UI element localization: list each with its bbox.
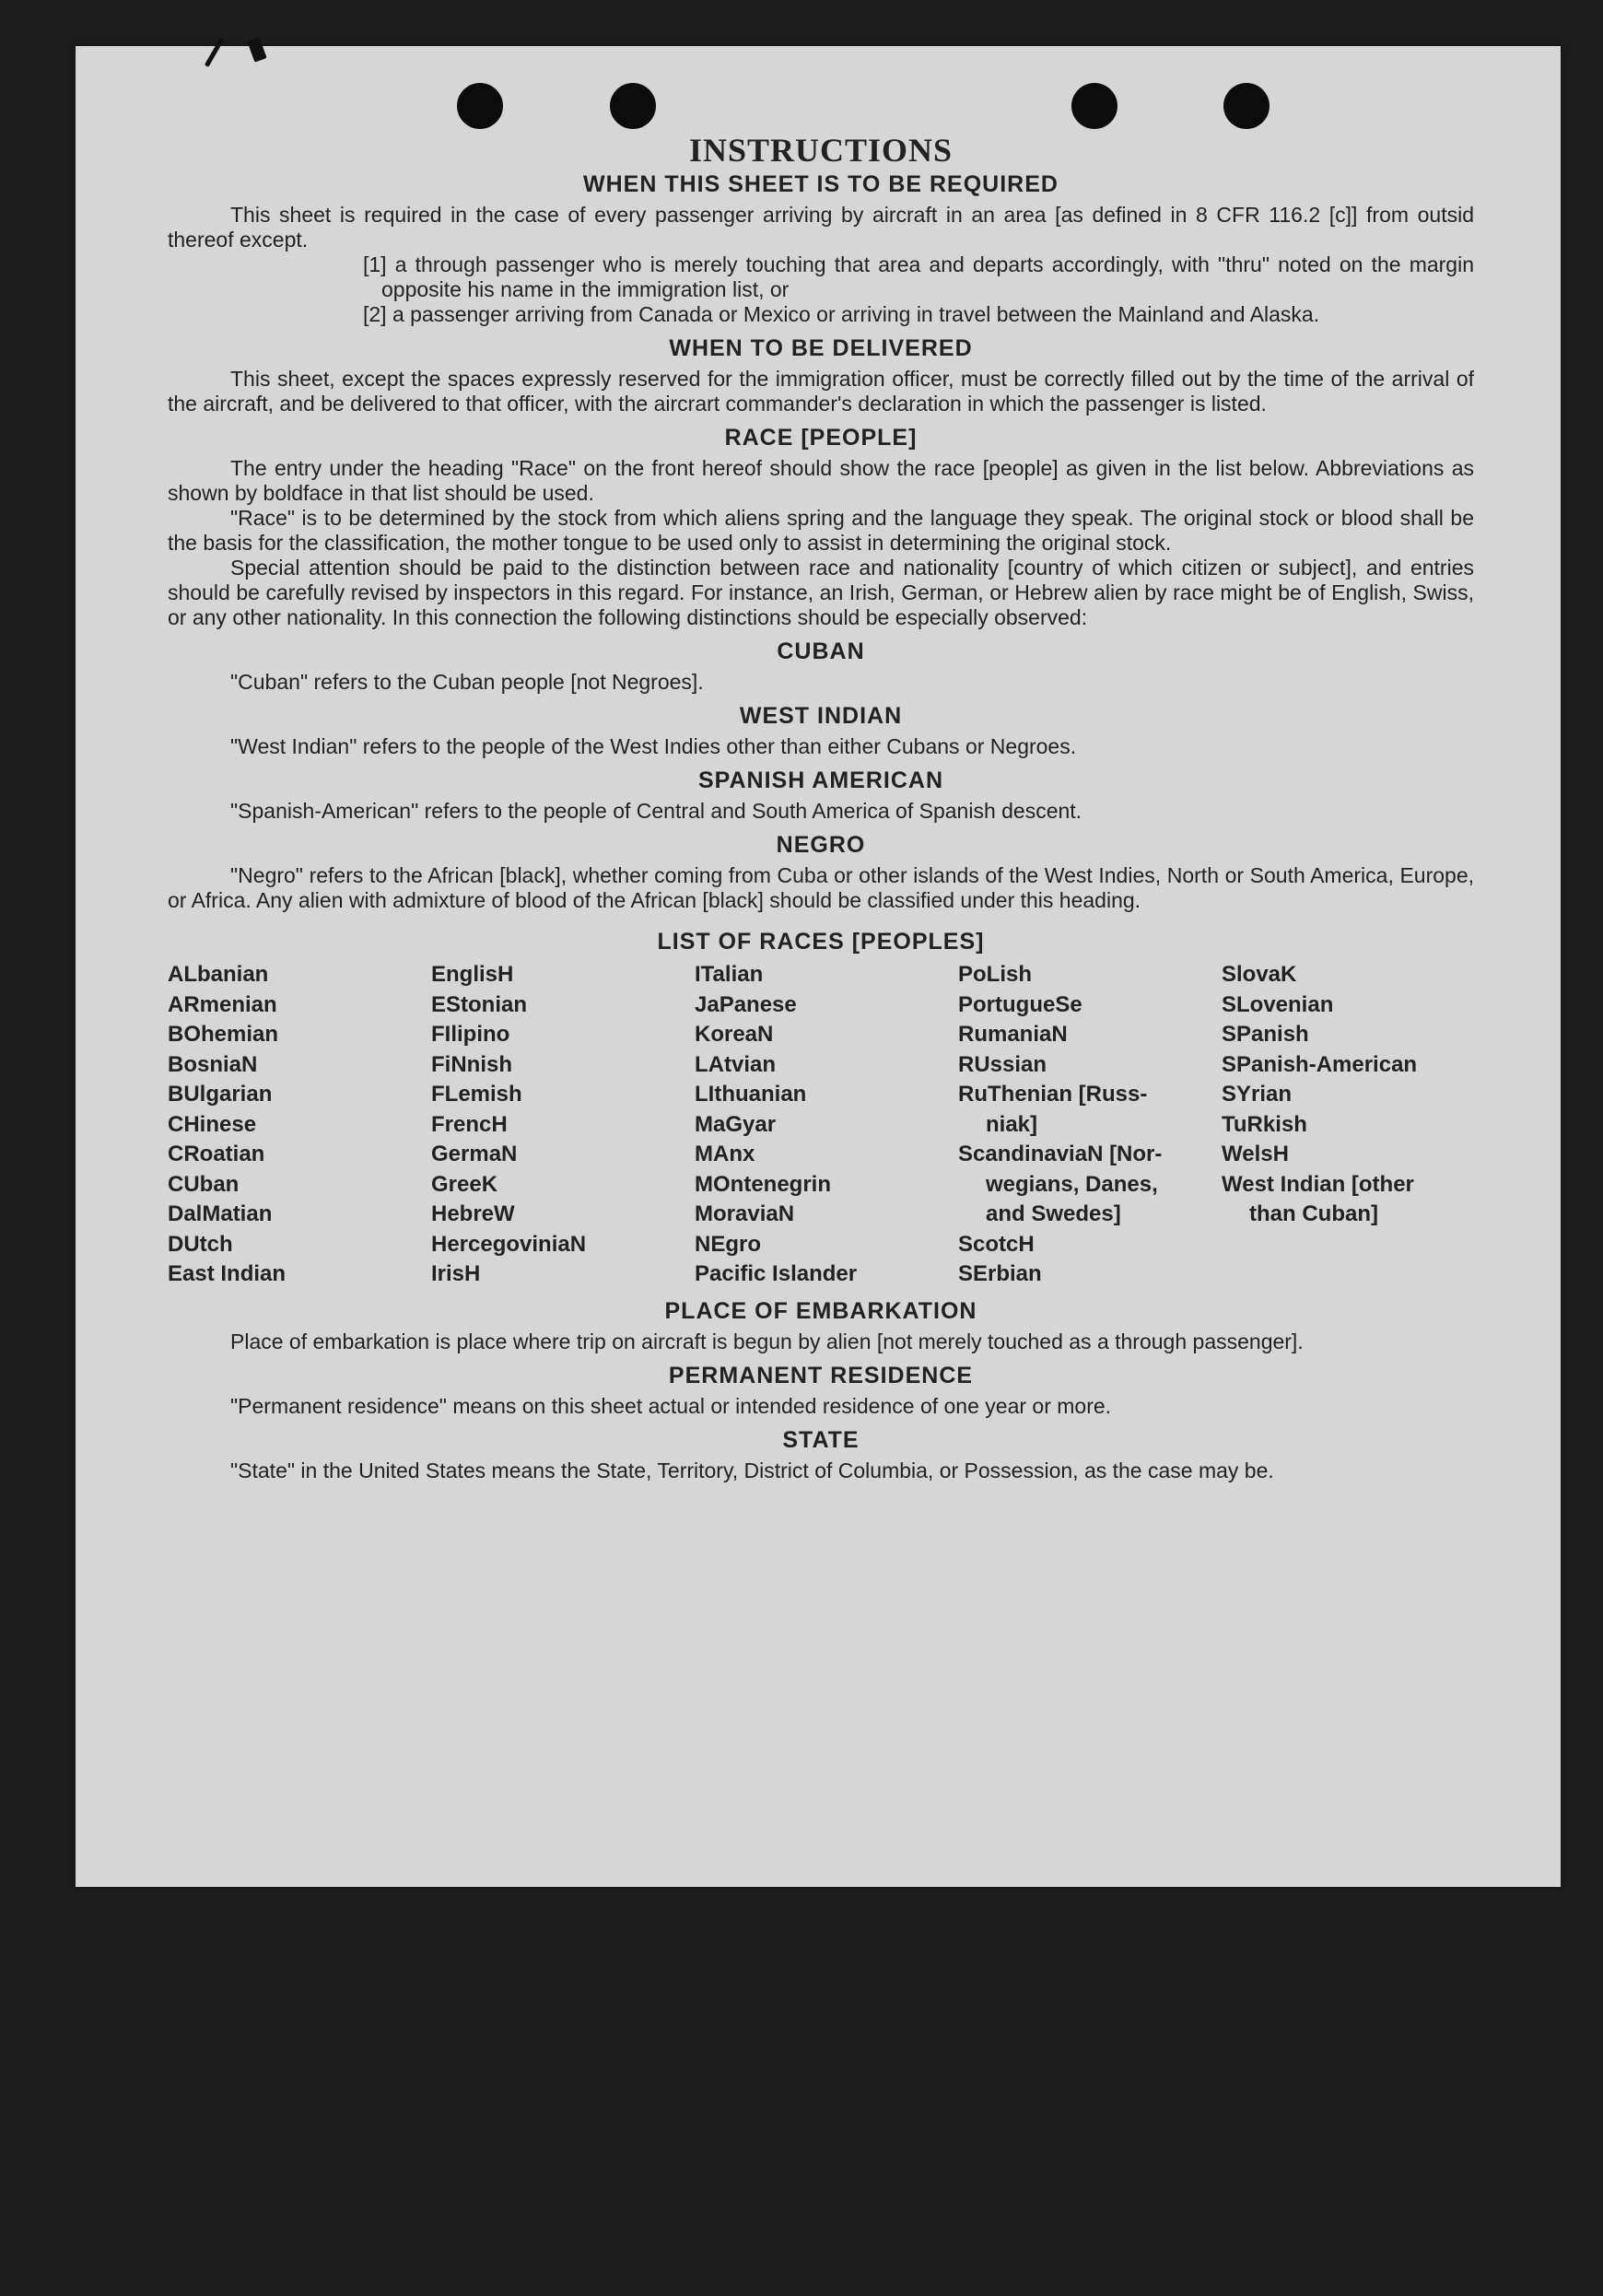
race-item-continued: niak] bbox=[986, 1111, 1038, 1137]
paragraph-state: "State" in the United States means the State, Territory, District of Columbia, or Possession, as the case may be. bbox=[230, 1458, 1274, 1482]
race-item: CHinese bbox=[168, 1111, 257, 1137]
race-item: FLemish bbox=[431, 1082, 522, 1107]
paragraph-race-1: The entry under the heading "Race" on the front hereof should show the race [people] as given in the list below. Abbreviations as shown by boldface in that list should be used. bbox=[168, 456, 1474, 505]
heading-races-list: LIST OF RACES [PEOPLES] bbox=[657, 929, 985, 955]
races-column-5 bbox=[1222, 960, 1474, 1290]
races-column-3 bbox=[695, 960, 958, 1290]
races-column-4 bbox=[958, 960, 1222, 1290]
race-item-continued: wegians, Danes, bbox=[986, 1171, 1158, 1197]
race-item: RumaniaN bbox=[958, 1022, 1068, 1047]
race-item: BOhemian bbox=[168, 1022, 279, 1047]
race-item: IrisH bbox=[431, 1261, 481, 1286]
heading-west-indian: WEST INDIAN bbox=[739, 703, 903, 729]
paragraph-negro: "Negro" refers to the African [black], whether coming from Cuba or other islands of the West Indies, North or South America, Europe, or Africa. Any alien with admixture of blood of the African [black] should be classified under this heading. bbox=[168, 863, 1474, 912]
race-item: HebreW bbox=[431, 1201, 515, 1226]
race-item: ALbanian bbox=[168, 962, 269, 987]
heading-when-required: WHEN THIS SHEET IS TO BE REQUIRED bbox=[583, 171, 1059, 197]
exception-item-2: [2] a passenger arriving from Canada or Mexico or arriving in travel between the Mainland and Alaska. bbox=[363, 302, 1320, 326]
heading-spanish-american: SPANISH AMERICAN bbox=[697, 767, 943, 793]
race-item: KoreaN bbox=[695, 1022, 774, 1047]
race-item: RUssian bbox=[958, 1051, 1047, 1077]
paragraph-race-3: Special attention should be paid to the distinction between race and nationality [country of which citizen or subject], and entries should be carefully revised by inspectors in this regard. For instance, an Irish, German, or Hebrew alien by race might be of English, Swiss, or any other nationality. In this connection the following distinctions should be especially observed: bbox=[168, 556, 1474, 629]
race-item: SYrian bbox=[1222, 1082, 1293, 1107]
race-item: FiNnish bbox=[431, 1051, 512, 1077]
race-item: JaPanese bbox=[695, 991, 797, 1017]
race-item: ScotcH bbox=[958, 1231, 1035, 1257]
race-item-continued: and Swedes] bbox=[986, 1201, 1121, 1226]
punch-hole bbox=[610, 83, 656, 129]
punch-hole bbox=[457, 83, 503, 129]
race-item: ITalian bbox=[695, 962, 764, 987]
exception-item-1: [1] a through passenger who is merely touching that area and departs accordingly, with "thru" noted on the margin opposite his name in the immigration list, or bbox=[363, 252, 1474, 301]
race-item: ARmenian bbox=[168, 991, 277, 1017]
race-item-continued: than Cuban] bbox=[1249, 1201, 1378, 1226]
heading-race: RACE [PEOPLE] bbox=[724, 425, 918, 451]
race-item: PortugueSe bbox=[958, 991, 1082, 1017]
race-item: SErbian bbox=[958, 1261, 1042, 1286]
race-item: ScandinaviaN [Nor- bbox=[958, 1142, 1163, 1166]
heading-when-delivered: WHEN TO BE DELIVERED bbox=[669, 335, 973, 361]
race-item: West Indian [other bbox=[1222, 1171, 1414, 1197]
race-item: CUban bbox=[168, 1171, 240, 1197]
page-title: INSTRUCTIONS bbox=[688, 132, 954, 169]
paragraph-embarkation: Place of embarkation is place where trip on aircraft is begun by alien [not merely touched as a through passenger]. bbox=[230, 1329, 1304, 1353]
race-item: LIthuanian bbox=[695, 1082, 807, 1107]
heading-negro: NEGRO bbox=[776, 832, 866, 858]
race-item: DalMatian bbox=[168, 1201, 273, 1226]
race-item: FIlipino bbox=[431, 1022, 510, 1047]
race-item: MAnx bbox=[695, 1142, 755, 1166]
race-item: PoLish bbox=[958, 962, 1033, 987]
race-item: BosniaN bbox=[168, 1051, 258, 1077]
instructions-content bbox=[168, 132, 1474, 1483]
race-item: DUtch bbox=[168, 1231, 233, 1257]
race-item: GermaN bbox=[431, 1142, 518, 1166]
race-item: CRoatian bbox=[168, 1142, 265, 1166]
races-column-2 bbox=[431, 960, 695, 1290]
race-item: WelsH bbox=[1222, 1142, 1289, 1166]
paragraph-delivered: This sheet, except the spaces expressly reserved for the immigration officer, must be correctly filled out by the time of the arrival of the aircraft, and be delivered to that officer, with the aircrart commander's declaration in which the passenger is listed. bbox=[168, 367, 1474, 416]
tear-mark bbox=[247, 37, 266, 62]
race-item: MOntenegrin bbox=[695, 1171, 831, 1197]
heading-permanent-residence: PERMANENT RESIDENCE bbox=[668, 1362, 974, 1388]
paragraph-residence: "Permanent residence" means on this sheet actual or intended residence of one year or more. bbox=[230, 1393, 1112, 1418]
race-item: EStonian bbox=[431, 991, 528, 1017]
race-item: GreeK bbox=[431, 1171, 498, 1197]
paragraph-required-intro: This sheet is required in the case of every passenger arriving by aircraft in an area [as defined in 8 CFR 116.2 [c]] from outsid thereof except. bbox=[168, 203, 1474, 252]
heading-state: STATE bbox=[782, 1426, 860, 1453]
race-item: LAtvian bbox=[695, 1051, 777, 1077]
paragraph-race-2: "Race" is to be determined by the stock from which aliens spring and the language they speak. The original stock or blood shall be the basis for the classification, the mother tongue to be used only to assist in determining the original stock. bbox=[168, 506, 1474, 555]
race-item: Pacific Islander bbox=[695, 1261, 858, 1286]
race-item: FrencH bbox=[431, 1111, 508, 1137]
heading-place-of-embarkation: PLACE OF EMBARKATION bbox=[664, 1297, 977, 1324]
race-item: MaGyar bbox=[695, 1111, 777, 1137]
race-item: SlovaK bbox=[1222, 962, 1297, 987]
punch-hole bbox=[1223, 83, 1270, 129]
race-item: SPanish bbox=[1222, 1022, 1309, 1047]
punch-hole bbox=[1071, 83, 1117, 129]
race-item: EnglisH bbox=[431, 962, 514, 987]
paragraph-cuban: "Cuban" refers to the Cuban people [not Negroes]. bbox=[230, 670, 704, 694]
races-column-1 bbox=[168, 960, 431, 1290]
paragraph-spanish-american: "Spanish-American" refers to the people of Central and South America of Spanish descent. bbox=[230, 799, 1082, 823]
races-list bbox=[168, 960, 1474, 1290]
race-item: NEgro bbox=[695, 1231, 761, 1257]
race-item: SPanish-American bbox=[1222, 1051, 1418, 1077]
race-item: RuThenian [Russ- bbox=[958, 1082, 1148, 1107]
race-item: BUlgarian bbox=[168, 1082, 273, 1107]
document-sheet bbox=[76, 46, 1561, 1887]
race-item: East Indian bbox=[168, 1261, 287, 1286]
race-item: HercegoviniaN bbox=[431, 1231, 587, 1257]
race-item: SLovenian bbox=[1222, 991, 1334, 1017]
tear-mark bbox=[205, 38, 224, 67]
race-item: MoraviaN bbox=[695, 1201, 795, 1226]
paragraph-west-indian: "West Indian" refers to the people of the West Indies other than either Cubans or Negroes. bbox=[230, 734, 1077, 758]
heading-cuban: CUBAN bbox=[777, 638, 865, 664]
race-item: TuRkish bbox=[1222, 1111, 1307, 1137]
